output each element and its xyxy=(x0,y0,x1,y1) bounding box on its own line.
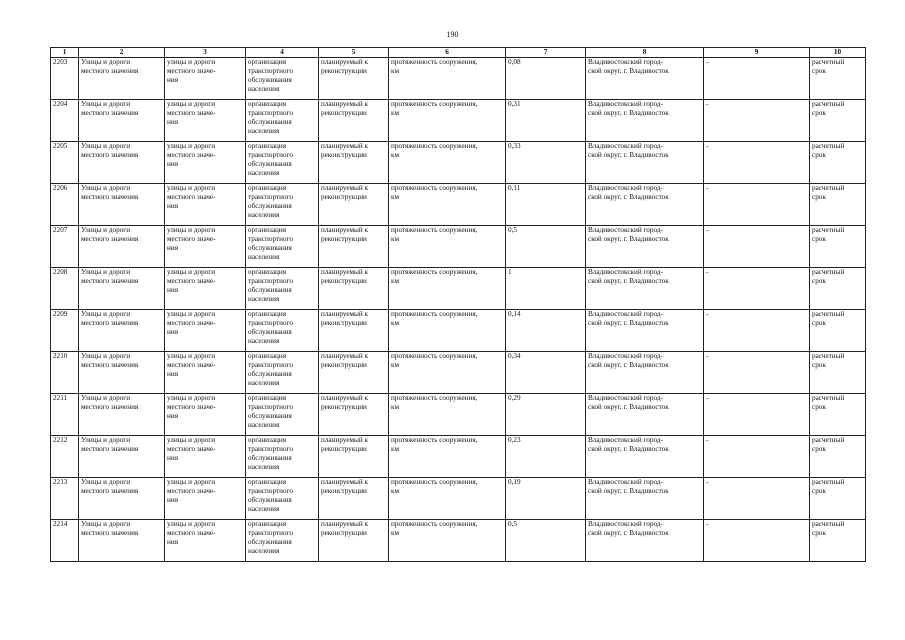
object-location-cell xyxy=(586,142,704,184)
zone-cell: - xyxy=(706,310,709,318)
object-name: Улицы и дороги местного значения xyxy=(81,142,139,159)
zone-cell-cell xyxy=(704,184,810,226)
row-number: 2210 xyxy=(53,352,68,360)
characteristic-value: 0,34 xyxy=(508,352,521,360)
implementation-term-cell xyxy=(810,394,866,436)
characteristic-value-cell xyxy=(506,268,586,310)
object-purpose: организация транспортного обслуживания населения xyxy=(248,226,293,261)
object-name: Улицы и дороги местного значения xyxy=(81,436,139,453)
object-type-cell xyxy=(165,310,246,352)
characteristic-value-cell xyxy=(506,226,586,268)
zone-cell-cell xyxy=(704,478,810,520)
object-name: Улицы и дороги местного значения xyxy=(81,394,139,411)
row-number-cell xyxy=(51,268,79,310)
object-characteristic: протяженность сооружения, км xyxy=(391,142,478,159)
object-location: Владивостокский город- ской округ, г. Владивосток xyxy=(588,100,669,117)
objects-table xyxy=(50,47,866,562)
object-status: планируемый к реконструкции xyxy=(321,142,369,159)
object-location: Владивостокский город- ской округ, г. Владивосток xyxy=(588,352,669,369)
object-status: планируемый к реконструкции xyxy=(321,520,369,537)
characteristic-value: 0,33 xyxy=(508,142,521,150)
implementation-term: расчетный срок xyxy=(812,226,845,243)
object-characteristic: протяженность сооружения, км xyxy=(391,436,478,453)
object-status-cell xyxy=(319,436,389,478)
implementation-term-cell xyxy=(810,226,866,268)
zone-cell-cell xyxy=(704,352,810,394)
object-characteristic: протяженность сооружения, км xyxy=(391,394,478,411)
characteristic-value-cell xyxy=(506,310,586,352)
implementation-term-cell xyxy=(810,184,866,226)
object-status-cell xyxy=(319,352,389,394)
column-header-1: 1 xyxy=(51,48,79,58)
object-location: Владивостокский город- ской округ, г. Владивосток xyxy=(588,310,669,327)
object-name-cell xyxy=(79,310,165,352)
object-location: Владивостокский город- ской округ, г. Владивосток xyxy=(588,436,669,453)
object-purpose: организация транспортного обслуживания населения xyxy=(248,520,293,555)
table-body xyxy=(51,58,866,562)
object-purpose-cell xyxy=(246,520,319,562)
implementation-term-cell xyxy=(810,100,866,142)
object-purpose: организация транспортного обслуживания населения xyxy=(248,58,293,93)
table-row xyxy=(51,352,866,394)
object-location-cell xyxy=(586,268,704,310)
object-purpose: организация транспортного обслуживания населения xyxy=(248,142,293,177)
implementation-term: расчетный срок xyxy=(812,310,845,327)
object-name: Улицы и дороги местного значения xyxy=(81,58,139,75)
object-location-cell xyxy=(586,184,704,226)
zone-cell-cell xyxy=(704,310,810,352)
characteristic-value-cell xyxy=(506,184,586,226)
characteristic-value: 0,29 xyxy=(508,394,521,402)
object-purpose: организация транспортного обслуживания населения xyxy=(248,184,293,219)
object-characteristic-cell xyxy=(389,100,506,142)
zone-cell-cell xyxy=(704,58,810,100)
object-name: Улицы и дороги местного значения xyxy=(81,478,139,495)
object-name: Улицы и дороги местного значения xyxy=(81,310,139,327)
row-number-cell xyxy=(51,58,79,100)
object-name-cell xyxy=(79,184,165,226)
implementation-term: расчетный срок xyxy=(812,352,845,369)
table-row xyxy=(51,394,866,436)
implementation-term-cell xyxy=(810,520,866,562)
object-status-cell xyxy=(319,310,389,352)
object-location: Владивостокский город- ской округ, г. Владивосток xyxy=(588,394,669,411)
object-type-cell xyxy=(165,184,246,226)
object-characteristic: протяженность сооружения, км xyxy=(391,310,478,327)
object-location: Владивостокский город- ской округ, г. Владивосток xyxy=(588,478,669,495)
object-location-cell xyxy=(586,58,704,100)
object-type: улицы и дороги местного значе- ния xyxy=(167,436,216,462)
object-type: улицы и дороги местного значе- ния xyxy=(167,226,216,252)
object-purpose: организация транспортного обслуживания населения xyxy=(248,394,293,429)
object-purpose: организация транспортного обслуживания населения xyxy=(248,310,293,345)
object-type-cell xyxy=(165,352,246,394)
object-location-cell xyxy=(586,310,704,352)
object-purpose-cell xyxy=(246,58,319,100)
object-purpose-cell xyxy=(246,100,319,142)
object-type-cell xyxy=(165,394,246,436)
object-type: улицы и дороги местного значе- ния xyxy=(167,268,216,294)
table-row xyxy=(51,226,866,268)
object-purpose: организация транспортного обслуживания населения xyxy=(248,436,293,471)
characteristic-value-cell xyxy=(506,100,586,142)
object-location-cell xyxy=(586,100,704,142)
object-type-cell xyxy=(165,478,246,520)
object-characteristic-cell xyxy=(389,478,506,520)
implementation-term: расчетный срок xyxy=(812,394,845,411)
object-purpose: организация транспортного обслуживания населения xyxy=(248,352,293,387)
column-header-8: 8 xyxy=(586,48,704,58)
object-characteristic-cell xyxy=(389,520,506,562)
object-type-cell xyxy=(165,58,246,100)
characteristic-value-cell xyxy=(506,58,586,100)
column-header-5: 5 xyxy=(319,48,389,58)
object-name: Улицы и дороги местного значения xyxy=(81,268,139,285)
object-location-cell xyxy=(586,436,704,478)
object-purpose-cell xyxy=(246,310,319,352)
zone-cell-cell xyxy=(704,394,810,436)
implementation-term: расчетный срок xyxy=(812,100,845,117)
characteristic-value: 0,08 xyxy=(508,58,521,66)
object-purpose-cell xyxy=(246,184,319,226)
object-type: улицы и дороги местного значе- ния xyxy=(167,58,216,84)
implementation-term: расчетный срок xyxy=(812,520,845,537)
implementation-term: расчетный срок xyxy=(812,478,845,495)
object-location-cell xyxy=(586,520,704,562)
object-name-cell xyxy=(79,58,165,100)
characteristic-value: 0,31 xyxy=(508,100,521,108)
implementation-term: расчетный срок xyxy=(812,142,845,159)
object-characteristic: протяженность сооружения, км xyxy=(391,58,478,75)
row-number: 2205 xyxy=(53,142,68,150)
row-number-cell xyxy=(51,310,79,352)
object-status: планируемый к реконструкции xyxy=(321,226,369,243)
zone-cell: - xyxy=(706,100,709,108)
column-header-7: 7 xyxy=(506,48,586,58)
object-status: планируемый к реконструкции xyxy=(321,310,369,327)
page-number: 190 xyxy=(446,30,459,39)
object-type-cell xyxy=(165,520,246,562)
object-type: улицы и дороги местного значе- ния xyxy=(167,184,216,210)
object-status: планируемый к реконструкции xyxy=(321,268,369,285)
implementation-term: расчетный срок xyxy=(812,184,845,201)
object-status: планируемый к реконструкции xyxy=(321,478,369,495)
object-status-cell xyxy=(319,184,389,226)
object-type-cell xyxy=(165,436,246,478)
object-characteristic: протяженность сооружения, км xyxy=(391,478,478,495)
column-header-10: 10 xyxy=(810,48,866,58)
object-location-cell xyxy=(586,478,704,520)
object-characteristic-cell xyxy=(389,184,506,226)
zone-cell: - xyxy=(706,58,709,66)
characteristic-value: 0,5 xyxy=(508,226,517,234)
table-row xyxy=(51,142,866,184)
column-header-4: 4 xyxy=(246,48,319,58)
object-type: улицы и дороги местного значе- ния xyxy=(167,352,216,378)
object-status-cell xyxy=(319,58,389,100)
object-status-cell xyxy=(319,226,389,268)
object-type-cell xyxy=(165,226,246,268)
object-type: улицы и дороги местного значе- ния xyxy=(167,394,216,420)
zone-cell: - xyxy=(706,352,709,360)
object-location: Владивостокский город- ской округ, г. Владивосток xyxy=(588,142,669,159)
object-name-cell xyxy=(79,520,165,562)
row-number: 2203 xyxy=(53,58,68,66)
object-characteristic-cell xyxy=(389,436,506,478)
object-name-cell xyxy=(79,394,165,436)
object-characteristic: протяженность сооружения, км xyxy=(391,226,478,243)
object-characteristic: протяженность сооружения, км xyxy=(391,352,478,369)
row-number: 2207 xyxy=(53,226,68,234)
characteristic-value-cell xyxy=(506,478,586,520)
zone-cell: - xyxy=(706,520,709,528)
object-purpose: организация транспортного обслуживания населения xyxy=(248,100,293,135)
object-characteristic: протяженность сооружения, км xyxy=(391,268,478,285)
object-purpose-cell xyxy=(246,268,319,310)
object-type: улицы и дороги местного значе- ния xyxy=(167,142,216,168)
object-characteristic-cell xyxy=(389,58,506,100)
implementation-term: расчетный срок xyxy=(812,436,845,453)
object-purpose: организация транспортного обслуживания населения xyxy=(248,268,293,303)
zone-cell-cell xyxy=(704,268,810,310)
object-location: Владивостокский город- ской округ, г. Владивосток xyxy=(588,58,669,75)
characteristic-value: 1 xyxy=(508,268,512,276)
object-characteristic-cell xyxy=(389,310,506,352)
object-purpose-cell xyxy=(246,478,319,520)
characteristic-value-cell xyxy=(506,142,586,184)
zone-cell: - xyxy=(706,226,709,234)
object-type-cell xyxy=(165,142,246,184)
object-name: Улицы и дороги местного значения xyxy=(81,520,139,537)
object-status: планируемый к реконструкции xyxy=(321,436,369,453)
header-row xyxy=(51,48,866,58)
object-characteristic: протяженность сооружения, км xyxy=(391,184,478,201)
object-status-cell xyxy=(319,478,389,520)
table-row xyxy=(51,310,866,352)
zone-cell: - xyxy=(706,268,709,276)
characteristic-value: 0,23 xyxy=(508,436,521,444)
object-name-cell xyxy=(79,226,165,268)
implementation-term-cell xyxy=(810,310,866,352)
row-number-cell xyxy=(51,478,79,520)
object-purpose-cell xyxy=(246,142,319,184)
object-location-cell xyxy=(586,226,704,268)
implementation-term: расчетный срок xyxy=(812,58,845,75)
zone-cell-cell xyxy=(704,226,810,268)
characteristic-value: 0,14 xyxy=(508,310,521,318)
object-characteristic-cell xyxy=(389,142,506,184)
characteristic-value: 0,19 xyxy=(508,478,521,486)
object-purpose-cell xyxy=(246,436,319,478)
implementation-term-cell xyxy=(810,352,866,394)
object-location-cell xyxy=(586,394,704,436)
implementation-term: расчетный срок xyxy=(812,268,845,285)
table-row xyxy=(51,478,866,520)
object-purpose-cell xyxy=(246,394,319,436)
object-status: планируемый к реконструкции xyxy=(321,58,369,75)
object-status-cell xyxy=(319,520,389,562)
characteristic-value: 0,11 xyxy=(508,184,521,192)
object-status: планируемый к реконструкции xyxy=(321,184,369,201)
zone-cell: - xyxy=(706,478,709,486)
object-status: планируемый к реконструкции xyxy=(321,352,369,369)
object-status-cell xyxy=(319,394,389,436)
object-name-cell xyxy=(79,142,165,184)
object-type-cell xyxy=(165,268,246,310)
zone-cell: - xyxy=(706,142,709,150)
object-status-cell xyxy=(319,268,389,310)
row-number-cell xyxy=(51,100,79,142)
implementation-term-cell xyxy=(810,142,866,184)
object-purpose-cell xyxy=(246,226,319,268)
object-status-cell xyxy=(319,100,389,142)
table-row xyxy=(51,58,866,100)
table-header xyxy=(51,48,866,58)
characteristic-value: 0,5 xyxy=(508,520,517,528)
row-number: 2206 xyxy=(53,184,68,192)
table-row xyxy=(51,520,866,562)
characteristic-value-cell xyxy=(506,520,586,562)
row-number: 2213 xyxy=(53,478,68,486)
row-number: 2209 xyxy=(53,310,68,318)
object-name-cell xyxy=(79,436,165,478)
object-name-cell xyxy=(79,478,165,520)
zone-cell-cell xyxy=(704,142,810,184)
column-header-9: 9 xyxy=(704,48,810,58)
row-number-cell xyxy=(51,352,79,394)
object-characteristic-cell xyxy=(389,394,506,436)
object-location: Владивостокский город- ской округ, г. Владивосток xyxy=(588,520,669,537)
implementation-term-cell xyxy=(810,268,866,310)
implementation-term-cell xyxy=(810,478,866,520)
row-number-cell xyxy=(51,184,79,226)
object-name: Улицы и дороги местного значения xyxy=(81,226,139,243)
row-number-cell xyxy=(51,436,79,478)
object-name: Улицы и дороги местного значения xyxy=(81,100,139,117)
row-number: 2208 xyxy=(53,268,68,276)
object-purpose: организация транспортного обслуживания населения xyxy=(248,478,293,513)
column-header-2: 2 xyxy=(79,48,165,58)
row-number-cell xyxy=(51,394,79,436)
object-characteristic-cell xyxy=(389,268,506,310)
object-type-cell xyxy=(165,100,246,142)
row-number: 2212 xyxy=(53,436,68,444)
object-characteristic: протяженность сооружения, км xyxy=(391,520,478,537)
object-type: улицы и дороги местного значе- ния xyxy=(167,100,216,126)
zone-cell: - xyxy=(706,394,709,402)
table-row xyxy=(51,268,866,310)
object-type: улицы и дороги местного значе- ния xyxy=(167,520,216,546)
object-name-cell xyxy=(79,100,165,142)
implementation-term-cell xyxy=(810,58,866,100)
object-name: Улицы и дороги местного значения xyxy=(81,352,139,369)
object-location-cell xyxy=(586,352,704,394)
characteristic-value-cell xyxy=(506,436,586,478)
column-header-3: 3 xyxy=(165,48,246,58)
column-header-6: 6 xyxy=(389,48,506,58)
table-row xyxy=(51,184,866,226)
object-status-cell xyxy=(319,142,389,184)
row-number-cell xyxy=(51,520,79,562)
object-name: Улицы и дороги местного значения xyxy=(81,184,139,201)
object-characteristic-cell xyxy=(389,352,506,394)
row-number-cell xyxy=(51,142,79,184)
table-row xyxy=(51,436,866,478)
row-number: 2204 xyxy=(53,100,68,108)
object-name-cell xyxy=(79,268,165,310)
zone-cell: - xyxy=(706,436,709,444)
object-location: Владивостокский город- ской округ, г. Владивосток xyxy=(588,184,669,201)
zone-cell: - xyxy=(706,184,709,192)
object-type: улицы и дороги местного значе- ния xyxy=(167,478,216,504)
characteristic-value-cell xyxy=(506,352,586,394)
row-number: 2211 xyxy=(53,394,68,402)
zone-cell-cell xyxy=(704,520,810,562)
object-name-cell xyxy=(79,352,165,394)
implementation-term-cell xyxy=(810,436,866,478)
object-location: Владивостокский город- ской округ, г. Владивосток xyxy=(588,226,669,243)
object-characteristic-cell xyxy=(389,226,506,268)
object-purpose-cell xyxy=(246,352,319,394)
zone-cell-cell xyxy=(704,436,810,478)
characteristic-value-cell xyxy=(506,394,586,436)
zone-cell-cell xyxy=(704,100,810,142)
object-status: планируемый к реконструкции xyxy=(321,394,369,411)
object-location: Владивостокский город- ской округ, г. Владивосток xyxy=(588,268,669,285)
object-status: планируемый к реконструкции xyxy=(321,100,369,117)
table-row xyxy=(51,100,866,142)
row-number: 2214 xyxy=(53,520,68,528)
row-number-cell xyxy=(51,226,79,268)
object-characteristic: протяженность сооружения, км xyxy=(391,100,478,117)
object-type: улицы и дороги местного значе- ния xyxy=(167,310,216,336)
